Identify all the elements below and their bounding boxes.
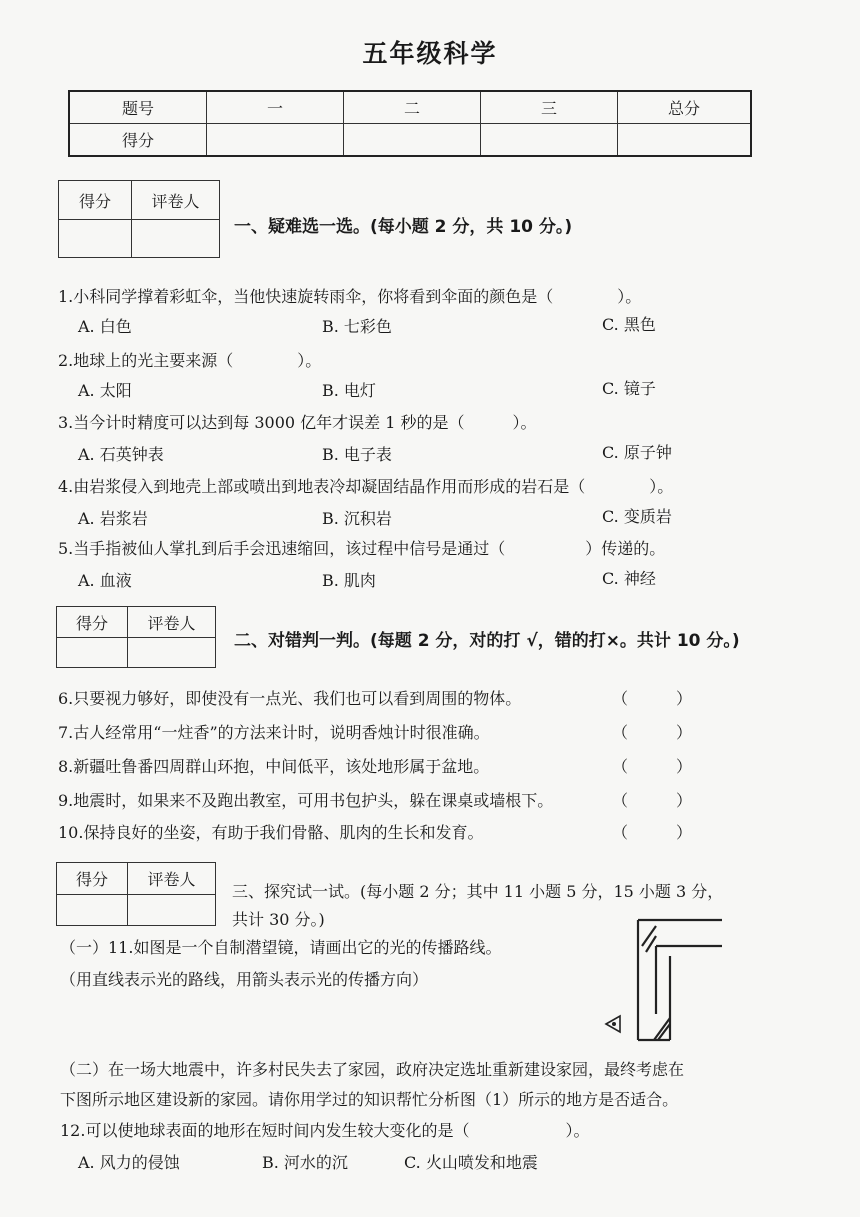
answer-blank[interactable]: （ ） xyxy=(612,791,693,810)
table-cell: 一 xyxy=(207,91,344,124)
question-11-line2: （用直线表示光的路线，用箭头表示光的传播方向） xyxy=(60,970,429,989)
question-11-line1: （一）11.如图是一个自制潜望镜，请画出它的光的传播路线。 xyxy=(60,938,502,957)
grader-name-cell[interactable] xyxy=(132,220,220,258)
table-cell: 得分 xyxy=(69,124,207,157)
part2-line1: （二）在一场大地震中，许多村民失去了家园，政府决定选址重新建设家园，最终考虑在 xyxy=(60,1060,685,1079)
question-stem: 2.地球上的光主要来源（ ）。 xyxy=(58,351,322,370)
section-heading: 一、疑难选一选。(每小题 2 分，共 10 分。) xyxy=(234,217,573,237)
score-table-score-row xyxy=(69,124,751,157)
option[interactable]: A. 风力的侵蚀 xyxy=(78,1153,180,1172)
grader-label: 评卷人 xyxy=(128,607,216,638)
judgment-item: 8.新疆吐鲁番四周群山环抱，中间低平，该处地形属于盆地。 xyxy=(58,757,490,776)
grader-box xyxy=(56,862,216,926)
score-table-header-row xyxy=(69,91,751,124)
score-input-cell[interactable] xyxy=(344,124,481,157)
question-stem: 3.当今计时精度可以达到每 3000 亿年才误差 1 秒的是（ ）。 xyxy=(58,413,537,432)
option[interactable]: C. 火山喷发和地震 xyxy=(404,1153,538,1172)
option[interactable]: C. 镜子 xyxy=(602,379,656,398)
option[interactable]: A. 白色 xyxy=(78,317,132,336)
option[interactable]: B. 电灯 xyxy=(322,381,376,400)
score-input-cell[interactable] xyxy=(481,124,618,157)
answer-blank[interactable]: （ ） xyxy=(612,689,693,708)
option[interactable]: B. 沉积岩 xyxy=(322,509,392,528)
grader-box xyxy=(58,180,220,258)
answer-blank[interactable]: （ ） xyxy=(612,723,693,742)
judgment-item: 6.只要视力够好，即使没有一点光、我们也可以看到周围的物体。 xyxy=(58,689,522,708)
section-heading-line1: 三、探究试一试。(每小题 2 分；其中 11 小题 5 分，15 小题 3 分， xyxy=(232,882,724,901)
question-stem: 12.可以使地球表面的地形在短时间内发生较大变化的是（ ）。 xyxy=(60,1121,590,1140)
option[interactable]: A. 太阳 xyxy=(78,381,132,400)
section-heading-line2: 共计 30 分。) xyxy=(232,910,325,929)
option[interactable]: B. 河水的沉 xyxy=(262,1153,348,1172)
answer-blank[interactable]: （ ） xyxy=(612,757,693,776)
page-title: 五年级科学 xyxy=(362,39,498,68)
option[interactable]: B. 肌肉 xyxy=(322,571,376,590)
question-stem: 4.由岩浆侵入到地壳上部或喷出到地表冷却凝固结晶作用而形成的岩石是（ ）。 xyxy=(58,477,674,496)
section-heading: 二、对错判一判。(每题 2 分，对的打 √，错的打×。共计 10 分。) xyxy=(234,631,740,651)
grader-score-label: 得分 xyxy=(57,607,128,638)
eye-icon xyxy=(606,1016,620,1032)
score-input-cell[interactable] xyxy=(618,124,752,157)
option[interactable]: A. 血液 xyxy=(78,571,132,590)
grader-label: 评卷人 xyxy=(132,181,220,220)
grader-name-cell[interactable] xyxy=(128,895,216,926)
grader-score-label: 得分 xyxy=(57,863,128,895)
question-stem: 1.小科同学撑着彩虹伞，当他快速旋转雨伞，你将看到伞面的颜色是（ ）。 xyxy=(58,287,642,306)
option[interactable]: C. 黑色 xyxy=(602,315,656,334)
judgment-item: 9.地震时，如果来不及跑出教室，可用书包护头，躲在课桌或墙根下。 xyxy=(58,791,554,810)
part2-line2: 下图所示地区建设新的家园。请你用学过的知识帮忙分析图（1）所示的地方是否适合。 xyxy=(60,1090,679,1109)
option[interactable]: A. 岩浆岩 xyxy=(78,509,148,528)
score-input-cell[interactable] xyxy=(207,124,344,157)
grader-score-cell[interactable] xyxy=(57,895,128,926)
table-cell: 题号 xyxy=(69,91,207,124)
grader-score-cell[interactable] xyxy=(59,220,132,258)
option[interactable]: B. 七彩色 xyxy=(322,317,392,336)
grader-name-cell[interactable] xyxy=(128,638,216,668)
table-cell: 总分 xyxy=(618,91,752,124)
grader-label: 评卷人 xyxy=(128,863,216,895)
score-table xyxy=(68,90,752,157)
table-cell: 三 xyxy=(481,91,618,124)
grader-box xyxy=(56,606,216,668)
question-stem: 5.当手指被仙人掌扎到后手会迅速缩回，该过程中信号是通过（ ）传递的。 xyxy=(58,539,666,558)
judgment-item: 7.古人经常用“一炷香”的方法来计时，说明香烛计时很准确。 xyxy=(58,723,490,742)
answer-blank[interactable]: （ ） xyxy=(612,823,693,842)
option[interactable]: A. 石英钟表 xyxy=(78,445,164,464)
option[interactable]: C. 神经 xyxy=(602,569,656,588)
table-cell: 二 xyxy=(344,91,481,124)
option[interactable]: C. 原子钟 xyxy=(602,443,672,462)
judgment-item: 10.保持良好的坐姿，有助于我们骨骼、肌肉的生长和发育。 xyxy=(58,823,484,842)
option[interactable]: B. 电子表 xyxy=(322,445,392,464)
periscope-diagram[interactable] xyxy=(598,912,730,1048)
grader-score-cell[interactable] xyxy=(57,638,128,668)
option[interactable]: C. 变质岩 xyxy=(602,507,672,526)
grader-score-label: 得分 xyxy=(59,181,132,220)
